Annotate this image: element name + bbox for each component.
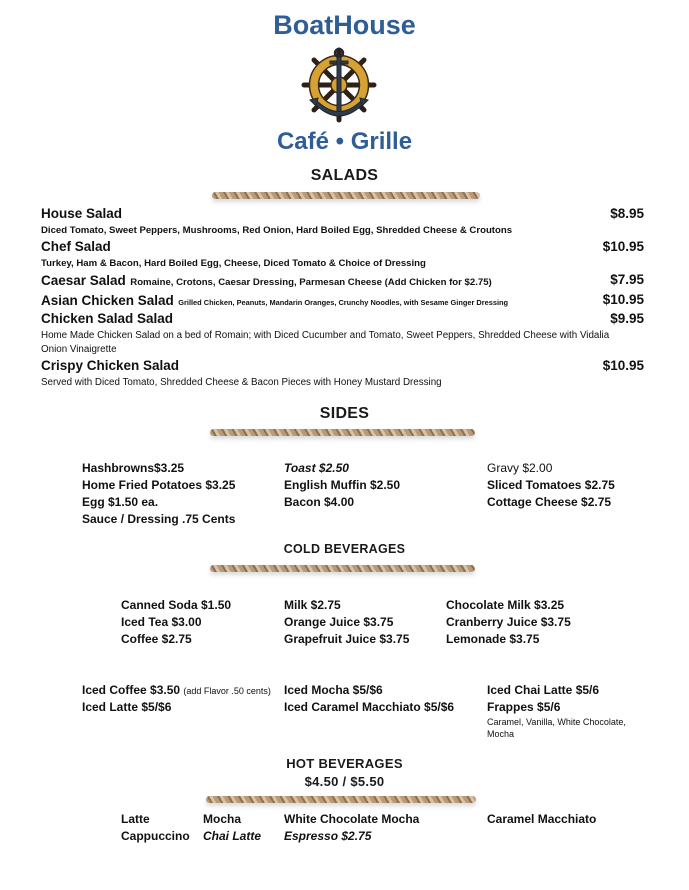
beverage-item: Mocha xyxy=(203,812,242,826)
cold-col-1 xyxy=(121,597,231,648)
hot-col-4 xyxy=(487,811,596,828)
side-item: Toast $2.50 xyxy=(284,461,349,475)
cold-col-3 xyxy=(446,597,571,648)
beverage-item: Iced Latte $5/$6 xyxy=(82,700,172,714)
side-item: Bacon $4.00 xyxy=(284,495,355,509)
beverage-item: Coffee $2.75 xyxy=(121,632,192,646)
salad-name: Chef Salad xyxy=(41,239,111,254)
salad-row xyxy=(41,292,508,310)
beverage-item: Espresso $2.75 xyxy=(284,829,372,843)
cold-col-2 xyxy=(284,597,409,648)
iced-col-2 xyxy=(284,682,454,716)
brand-name: BoatHouse xyxy=(273,10,416,40)
beverage-item: Grapefruit Juice $3.75 xyxy=(284,632,410,646)
beverage-item: White Chocolate Mocha xyxy=(284,812,420,826)
iced-col-1 xyxy=(82,682,271,716)
beverage-item: Iced Caramel Macchiato $5/$6 xyxy=(284,700,455,714)
beverage-item: Cappuccino xyxy=(121,829,190,843)
salad-desc: Diced Tomato, Sweet Peppers, Mushrooms, Red Onion, Hard Boiled Egg, Shredded Cheese & Croutons xyxy=(41,225,513,236)
frappe-flavors: Caramel, Vanilla, White Chocolate, xyxy=(487,717,626,727)
sides-heading: SIDES xyxy=(319,405,370,422)
frappe-flavors: Mocha xyxy=(487,729,515,739)
hot-col-2 xyxy=(203,811,261,845)
beverage-item: Caramel Macchiato xyxy=(487,812,597,826)
beverage-item: Latte xyxy=(121,812,150,826)
salad-price: $10.95 xyxy=(602,292,644,307)
salad-price: $7.95 xyxy=(610,272,644,287)
side-item: Home Fried Potatoes $3.25 xyxy=(82,478,236,492)
salad-name: House Salad xyxy=(41,206,123,221)
hot-beverages-price: $4.50 / $5.50 xyxy=(304,774,385,789)
salad-name: Chicken Salad Salad xyxy=(41,311,174,326)
salad-name: Asian Chicken Salad xyxy=(41,293,174,308)
beverage-item: Iced Chai Latte $5/6 xyxy=(487,683,600,697)
rope-divider xyxy=(210,429,475,436)
side-item: Sliced Tomatoes $2.75 xyxy=(487,478,615,492)
salad-name: Crispy Chicken Salad xyxy=(41,358,180,373)
ship-wheel-anchor-logo xyxy=(297,44,381,130)
side-item: Egg $1.50 ea. xyxy=(82,495,159,509)
rope-divider xyxy=(210,565,475,572)
salad-desc: Served with Diced Tomato, Shredded Cheese & Bacon Pieces with Honey Mustard Dressing xyxy=(41,377,442,388)
beverage-item: Cranberry Juice $3.75 xyxy=(446,615,571,629)
salad-row xyxy=(41,272,492,290)
beverage-item: Lemonade $3.75 xyxy=(446,632,540,646)
beverage-item: Iced Tea $3.00 xyxy=(121,615,202,629)
salad-price: $10.95 xyxy=(602,358,644,373)
salad-desc: Onion Vinaigrette xyxy=(41,344,117,355)
beverage-item: Chai Latte xyxy=(203,829,262,843)
salad-desc: Grilled Chicken, Peanuts, Mandarin Oranges, Crunchy Noodles, with Sesame Ginger Dressing xyxy=(178,298,509,307)
beverage-item: Frappes $5/6 xyxy=(487,700,561,714)
flavor-note: (add Flavor .50 cents) xyxy=(183,686,271,696)
iced-col-3 xyxy=(487,682,626,740)
sides-col-1 xyxy=(82,460,235,528)
salad-name: Caesar Salad xyxy=(41,273,126,288)
side-item: English Muffin $2.50 xyxy=(284,478,401,492)
salad-price: $8.95 xyxy=(610,206,644,221)
salad-price: $9.95 xyxy=(610,311,644,326)
beverage-item: Iced Mocha $5/$6 xyxy=(284,683,383,697)
salad-price: $10.95 xyxy=(602,239,644,254)
hot-beverages-heading: HOT BEVERAGES xyxy=(286,756,403,771)
beverage-item: Orange Juice $3.75 xyxy=(284,615,394,629)
beverage-item: Canned Soda $1.50 xyxy=(121,598,232,612)
sides-col-2 xyxy=(284,460,400,511)
iced-coffee: Iced Coffee $3.50 xyxy=(82,683,181,697)
hot-col-3 xyxy=(284,811,419,845)
rope-divider xyxy=(212,192,480,199)
side-item: Hashbrowns$3.25 xyxy=(82,461,185,475)
beverage-item: Milk $2.75 xyxy=(284,598,341,612)
beverage-item: Chocolate Milk $3.25 xyxy=(446,598,565,612)
side-item: Cottage Cheese $2.75 xyxy=(487,495,612,509)
sides-col-3 xyxy=(487,460,615,511)
beverage-item xyxy=(82,682,271,699)
hot-col-1 xyxy=(121,811,190,845)
brand-sub: Café • Grille xyxy=(276,128,413,155)
salads-heading: SALADS xyxy=(310,167,379,184)
salad-desc: Romaine, Crotons, Caesar Dressing, Parmesan Cheese (Add Chicken for $2.75) xyxy=(130,277,492,288)
cold-beverages-heading: COLD BEVERAGES xyxy=(283,542,406,556)
side-item: Sauce / Dressing .75 Cents xyxy=(82,512,236,526)
side-item: Gravy $2.00 xyxy=(487,461,553,475)
rope-divider xyxy=(206,796,476,803)
salad-desc: Turkey, Ham & Bacon, Hard Boiled Egg, Cheese, Diced Tomato & Choice of Dressing xyxy=(41,258,426,269)
salad-desc: Home Made Chicken Salad on a bed of Romain; with Diced Cucumber and Tomato, Sweet Peppers, Shredded Cheese with Vidalia xyxy=(41,330,610,341)
